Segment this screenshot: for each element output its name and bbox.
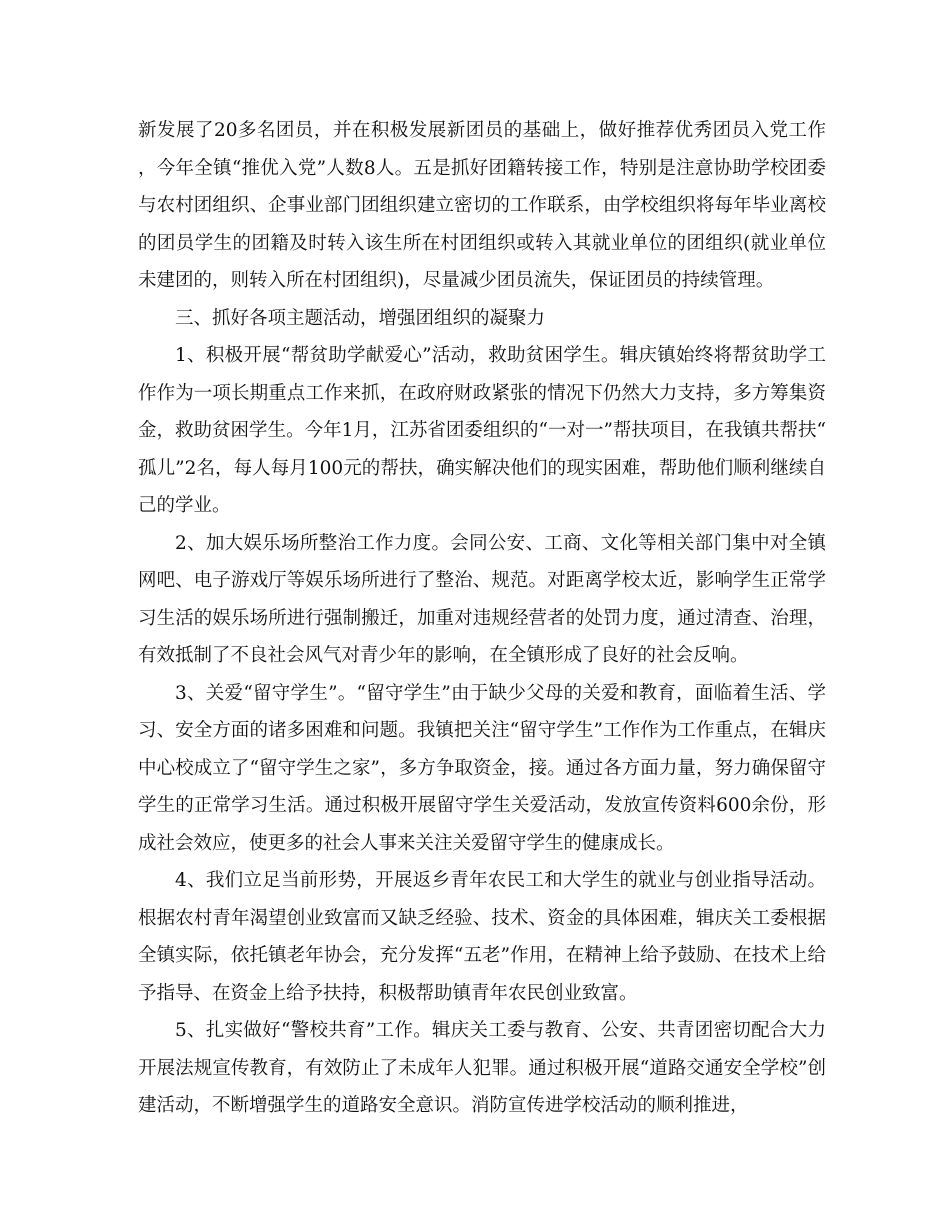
document-body (138, 112, 826, 1125)
paragraph-police-school: 5、扎实做好“警校共育”工作。辑庆关工委与教育、公安、共青团密切配合大力开展法规宣传教育，有效防止了未成年人犯罪。通过积极开展“道路交通安全学校”创建活动，不断增强学生的道路安全意识。消防宣传进学校活动的顺利推进， (138, 1020, 826, 1116)
paragraph-employment-guidance: 4、我们立足当前形势，开展返乡青年农民工和大学生的就业与创业指导活动。根据农村青年渴望创业致富而又缺乏经验、技术、资金的具体困难，辑庆关工委根据全镇实际，依托镇老年协会，充分发挥“五老”作用，在精神上给予鼓励、在技术上给予指导、在资金上给予扶持，积极帮助镇青年农民创业致富。 (138, 870, 826, 1004)
paragraph-entertainment-venues: 2、加大娱乐场所整治工作力度。会同公安、工商、文化等相关部门集中对全镇网吧、电子游戏厅等娱乐场所进行了整治、规范。对距离学校太近，影响学生正常学习生活的娱乐场所进行强制搬迁，加重对违规经营者的处罚力度，通过清查、治理，有效抵制了不良社会风气对青少年的影响，在全镇形成了良好的社会反响。 (138, 532, 826, 666)
paragraph-poverty-aid: 1、积极开展“帮贫助学献爱心”活动，救助贫困学生。辑庆镇始终将帮贫助学工作作为一项长期重点工作来抓，在政府财政紧张的情况下仍然大力支持，多方筹集资金，救助贫困学生。今年1月，江苏省团委组织的“一对一”帮扶项目，在我镇共帮扶“孤儿”2名，每人每月100元的帮扶，确实解决他们的现实困难，帮助他们顺利继续自己的学业。 (138, 345, 826, 516)
paragraph-team-membership: 新发展了20多名团员，并在积极发展新团员的基础上，做好推荐优秀团员入党工作，今年全镇“推优入党”人数8人。五是抓好团籍转接工作，特别是注意协助学校团委与农村团组织、企事业部门团组织建立密切的工作联系，由学校组织将每年毕业离校的团员学生的团籍及时转入该生所在村团组织或转入其就业单位的团组织(就业单位未建团的，则转入所在村团组织)，尽量减少团员流失，保证团员的持续管理。 (138, 120, 826, 291)
paragraph-left-behind-students: 3、关爱“留守学生”。“留守学生”由于缺少父母的关爱和教育，面临着生活、学习、安全方面的诸多困难和问题。我镇把关注“留守学生”工作作为工作重点，在辑庆中心校成立了“留守学生之家”，多方争取资金，接。通过各方面力量，努力确保留守学生的正常学习生活。通过积极开展留守学生关爱活动，发放宣传资料600余份，形成社会效应，使更多的社会人事来关注关爱留守学生的健康成长。 (138, 682, 826, 854)
section-heading-theme-activities: 三、抓好各项主题活动，增强团组织的凝聚力 (175, 307, 546, 329)
